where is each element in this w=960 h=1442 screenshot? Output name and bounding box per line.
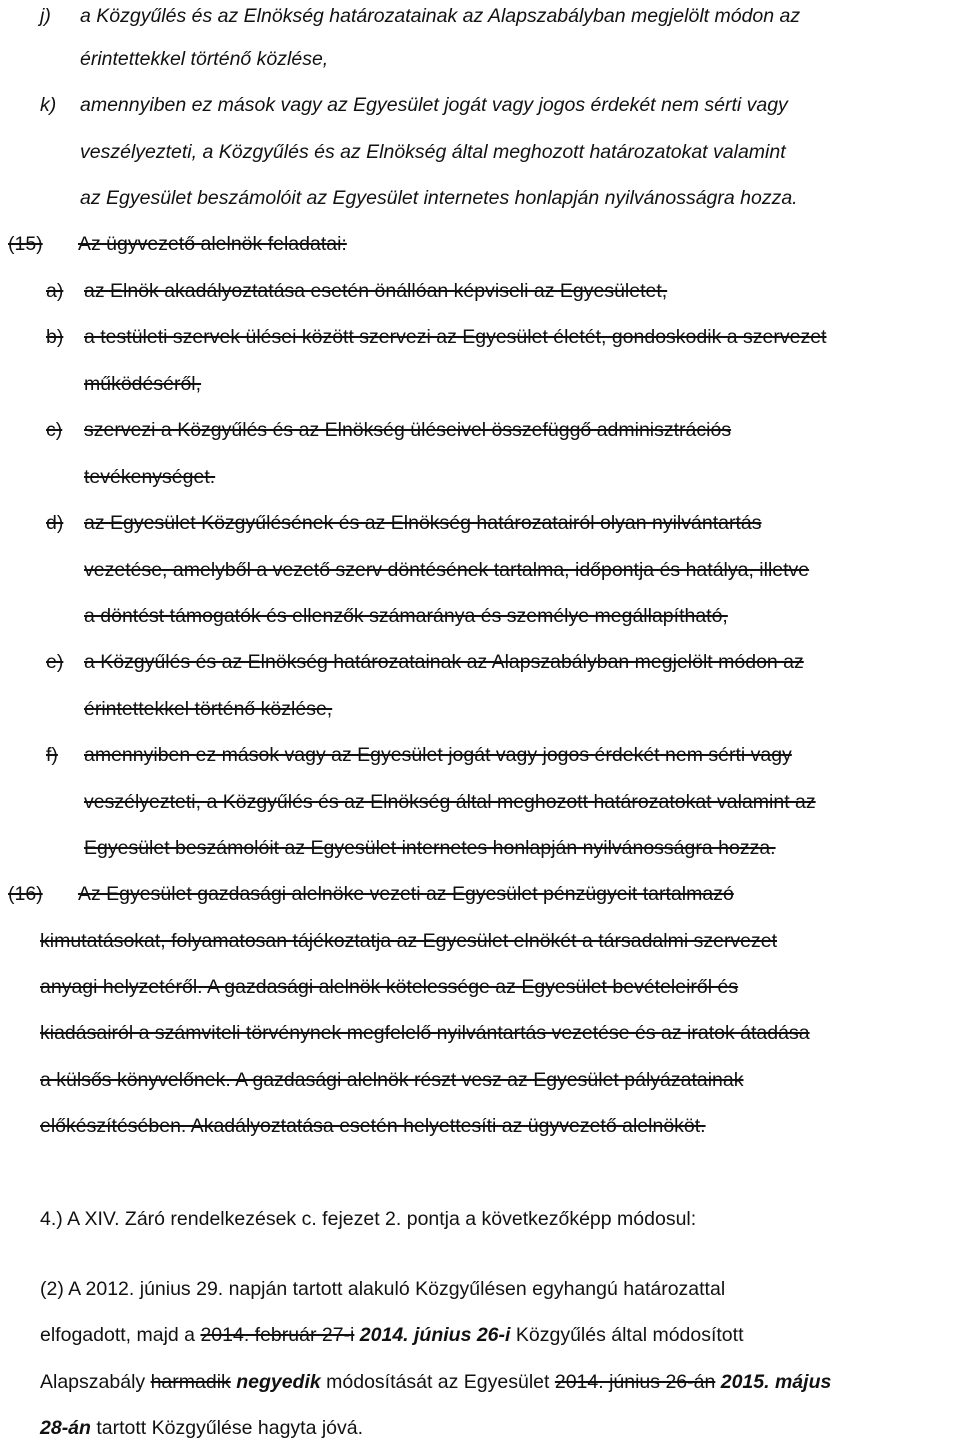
item-f-line-3: Egyesület beszámolóit az Egyesület internetes honlapján nyilvánosságra hozza. [84,837,776,859]
section-16-line-5: a külsős könyvelőnek. A gazdasági alelnök részt vesz az Egyesület pályázatainak [40,1069,744,1091]
amendment-line-4-text-b: tartott Közgyűlése hagyta jóvá. [90,1417,364,1439]
amendment-line-1: (2) A 2012. június 29. napján tartott alakuló Közgyűlésen egyhangú határozattal [40,1278,726,1300]
amendment-line-2-text-d: Közgyűlés által módosított [510,1324,744,1346]
amendment-line-2-text-a: elfogadott, majd a [40,1324,201,1346]
item-c-line-2: tevékenységet. [84,466,216,488]
deleted-ordinal: harmadik [150,1371,231,1393]
item-j-line-2: érintettekkel történő közlése, [80,48,329,70]
item-label-k: k) [40,94,57,116]
amendment-line-3-text-d: módosítását az Egyesület [320,1371,555,1393]
deleted-date-1: 2014. február 27-i [200,1324,355,1346]
item-a-line-1: az Elnök akadályoztatása esetén önállóan képviseli az Egyesületet, [84,280,668,302]
item-label-f: f) [46,744,58,766]
item-d-line-2: vezetése, amelyből a vezető szerv döntésének tartalma, időpontja és hatálya, illetve [84,559,810,581]
item-k-line-2: veszélyezteti, a Közgyűlés és az Elnökség által meghozott határozatokat valamint [80,141,786,163]
item-b-line-2: működéséről, [84,373,202,395]
item-label-a: a) [46,280,64,302]
deleted-date-2: 2014. június 26-án [554,1371,716,1393]
amendment-line-2 [40,1322,744,1348]
item-k-line-1: amennyiben ez mások vagy az Egyesület jogát vagy jogos érdekét nem sérti vagy [80,94,788,116]
item-e-line-2: érintettekkel történő közlése, [84,698,333,720]
inserted-date-1: 2014. június 26-i [354,1324,511,1346]
section-16-line-3: anyagi helyzetéről. A gazdasági alelnök kötelessége az Egyesület bevételeiről és [40,976,739,998]
amendment-line-3-text-a: Alapszabály [40,1371,151,1393]
item-f-line-2: veszélyezteti, a Közgyűlés és az Elnökség által meghozott határozatokat valamint az [84,791,816,813]
inserted-date-2-cont: 28-án [40,1417,91,1439]
item-label-j: j) [40,5,51,27]
amendment-heading: 4.) A XIV. Záró rendelkezések c. fejezet 2. pontja a következőképp módosul: [40,1208,697,1230]
item-f-line-1: amennyiben ez mások vagy az Egyesület jogát vagy jogos érdekét nem sérti vagy [84,744,792,766]
section-16-line-6: előkészítésében. Akadályoztatása esetén helyettesíti az ügyvezető alelnököt. [40,1115,706,1137]
item-c-line-1: szervezi a Közgyűlés és az Elnökség üléseivel összefüggő adminisztrációs [84,419,732,441]
amendment-line-4 [40,1415,363,1441]
item-k-line-3: az Egyesület beszámolóit az Egyesület internetes honlapján nyilvánosságra hozza. [80,187,798,209]
item-d-line-3: a döntést támogatók és ellenzők számaránya és személye megállapítható, [84,605,728,627]
section-15-number: (15) [8,233,43,255]
inserted-date-2: 2015. május [715,1371,832,1393]
item-label-c: c) [46,419,63,441]
section-16-line-1: Az Egyesület gazdasági alelnöke vezeti az Egyesület pénzügyeit tartalmazó [78,883,734,905]
item-label-d: d) [46,512,64,534]
item-j-line-1: a Közgyűlés és az Elnökség határozatainak az Alapszabályban megjelölt módon az [80,5,801,27]
section-16-line-2: kimutatásokat, folyamatosan tájékoztatja az Egyesület elnökét a társadalmi szervezet [40,930,778,952]
amendment-line-3 [40,1369,831,1395]
item-b-line-1: a testületi szervek ülései között szervezi az Egyesület életét, gondoskodik a szervezet [84,326,827,348]
section-16-number: (16) [8,883,43,905]
item-d-line-1: az Egyesület Közgyűlésének és az Elnökség határozatairól olyan nyilvántartás [84,512,762,534]
section-16-line-4: kiadásairól a számviteli törvénynek megfelelő nyilvántartás vezetése és az iratok átadása [40,1022,810,1044]
item-e-line-1: a Közgyűlés és az Elnökség határozatainak az Alapszabályban megjelölt módon az [84,651,804,673]
item-label-e: e) [46,651,64,673]
section-15-heading: Az ügyvezető alelnök feladatai: [78,233,347,255]
item-label-b: b) [46,326,64,348]
inserted-ordinal: negyedik [230,1371,321,1393]
